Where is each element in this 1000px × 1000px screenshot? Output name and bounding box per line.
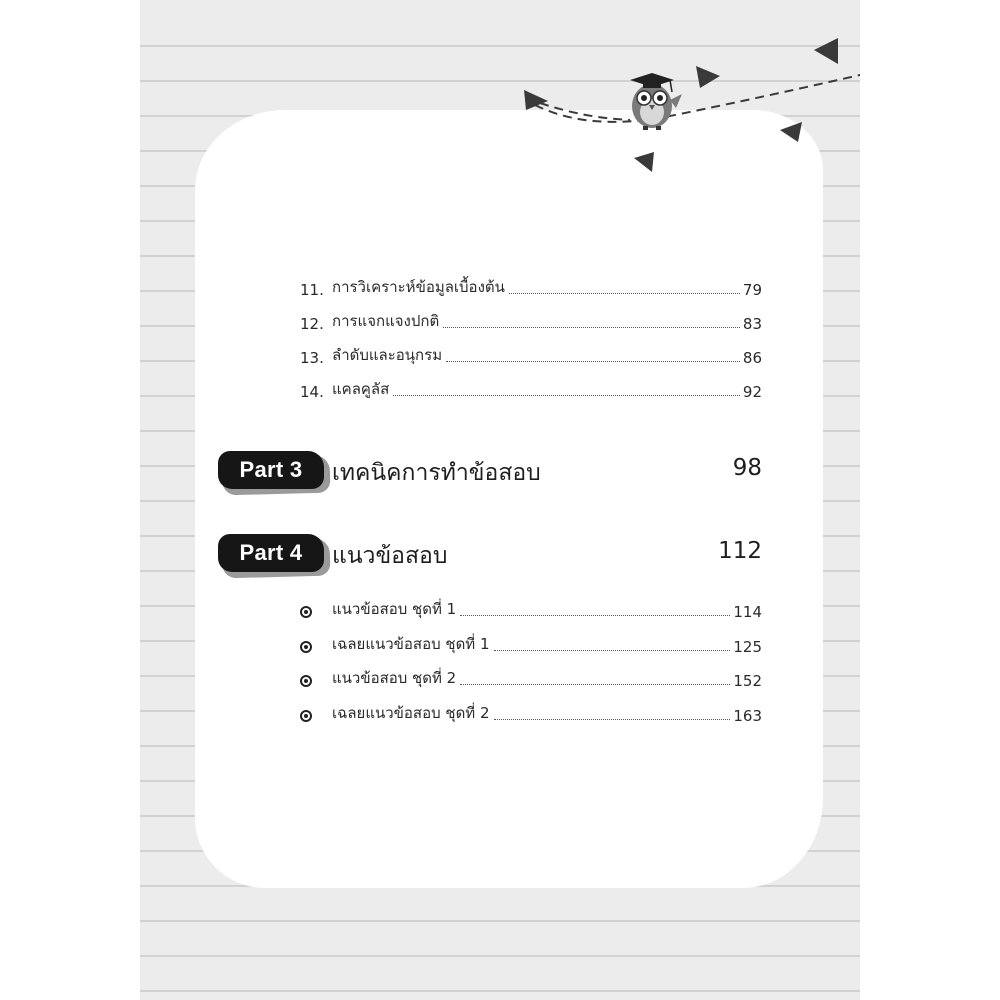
part-heading[interactable] [218, 534, 762, 574]
toc-row[interactable] [300, 277, 762, 299]
dot-leader [494, 719, 731, 720]
part-heading[interactable] [218, 451, 762, 491]
page-number: 125 [733, 638, 762, 656]
bullet-icon [300, 675, 312, 687]
toc-row[interactable] [300, 668, 762, 690]
part-page-number: 112 [718, 538, 762, 564]
toc-row[interactable] [300, 311, 762, 333]
page-number: 92 [742, 383, 762, 401]
toc-row[interactable] [300, 703, 762, 725]
chapter-title: การวิเคราะห์ข้อมูลเบื้องต้น [332, 278, 505, 296]
bullet-icon [300, 641, 312, 653]
item-title: เฉลยแนวข้อสอบ ชุดที่ 1 [332, 635, 490, 653]
triangle-icon [524, 90, 548, 110]
triangle-icon [780, 122, 802, 142]
dot-leader [509, 293, 740, 294]
triangle-icon [696, 66, 720, 88]
chapter-title: แคลคูลัส [332, 380, 390, 398]
content-card [195, 110, 823, 888]
bullet-icon [300, 606, 312, 618]
item-title: แนวข้อสอบ ชุดที่ 2 [332, 669, 457, 687]
dot-leader [494, 650, 731, 651]
dot-leader [443, 327, 740, 328]
item-title: แนวข้อสอบ ชุดที่ 1 [332, 600, 457, 618]
dot-leader [460, 615, 730, 616]
item-title: เฉลยแนวข้อสอบ ชุดที่ 2 [332, 704, 490, 722]
chapter-number: 11. [300, 281, 324, 299]
chapter-number: 14. [300, 383, 324, 401]
page-number: 79 [742, 281, 762, 299]
triangle-icon [814, 38, 838, 64]
part-badge: Part 3 [218, 451, 324, 489]
notebook-page [140, 0, 860, 1000]
page-number: 86 [742, 349, 762, 367]
dot-leader [460, 684, 730, 685]
chapter-title: ลำดับและอนุกรม [332, 346, 443, 364]
page-number: 83 [742, 315, 762, 333]
dot-leader [446, 361, 740, 362]
part-title: แนวข้อสอบ [332, 543, 448, 569]
chapter-number: 12. [300, 315, 324, 333]
part-badge: Part 4 [218, 534, 324, 572]
part-title: เทคนิคการทำข้อสอบ [332, 460, 541, 486]
dot-leader [393, 395, 740, 396]
part-page-number: 98 [732, 455, 762, 481]
page-number: 152 [733, 672, 762, 690]
toc-row[interactable] [300, 379, 762, 401]
page-number: 163 [733, 707, 762, 725]
page-number: 114 [733, 603, 762, 621]
bullet-icon [300, 710, 312, 722]
toc-row[interactable] [300, 634, 762, 656]
toc-row[interactable] [300, 345, 762, 367]
chapter-number: 13. [300, 349, 324, 367]
chapter-title: การแจกแจงปกติ [332, 312, 440, 330]
triangle-icon [634, 152, 654, 172]
dashed-path-left [540, 103, 630, 120]
toc-row[interactable] [300, 599, 762, 621]
decoration-layer [140, 0, 860, 200]
owl-graduate-icon [630, 73, 682, 130]
